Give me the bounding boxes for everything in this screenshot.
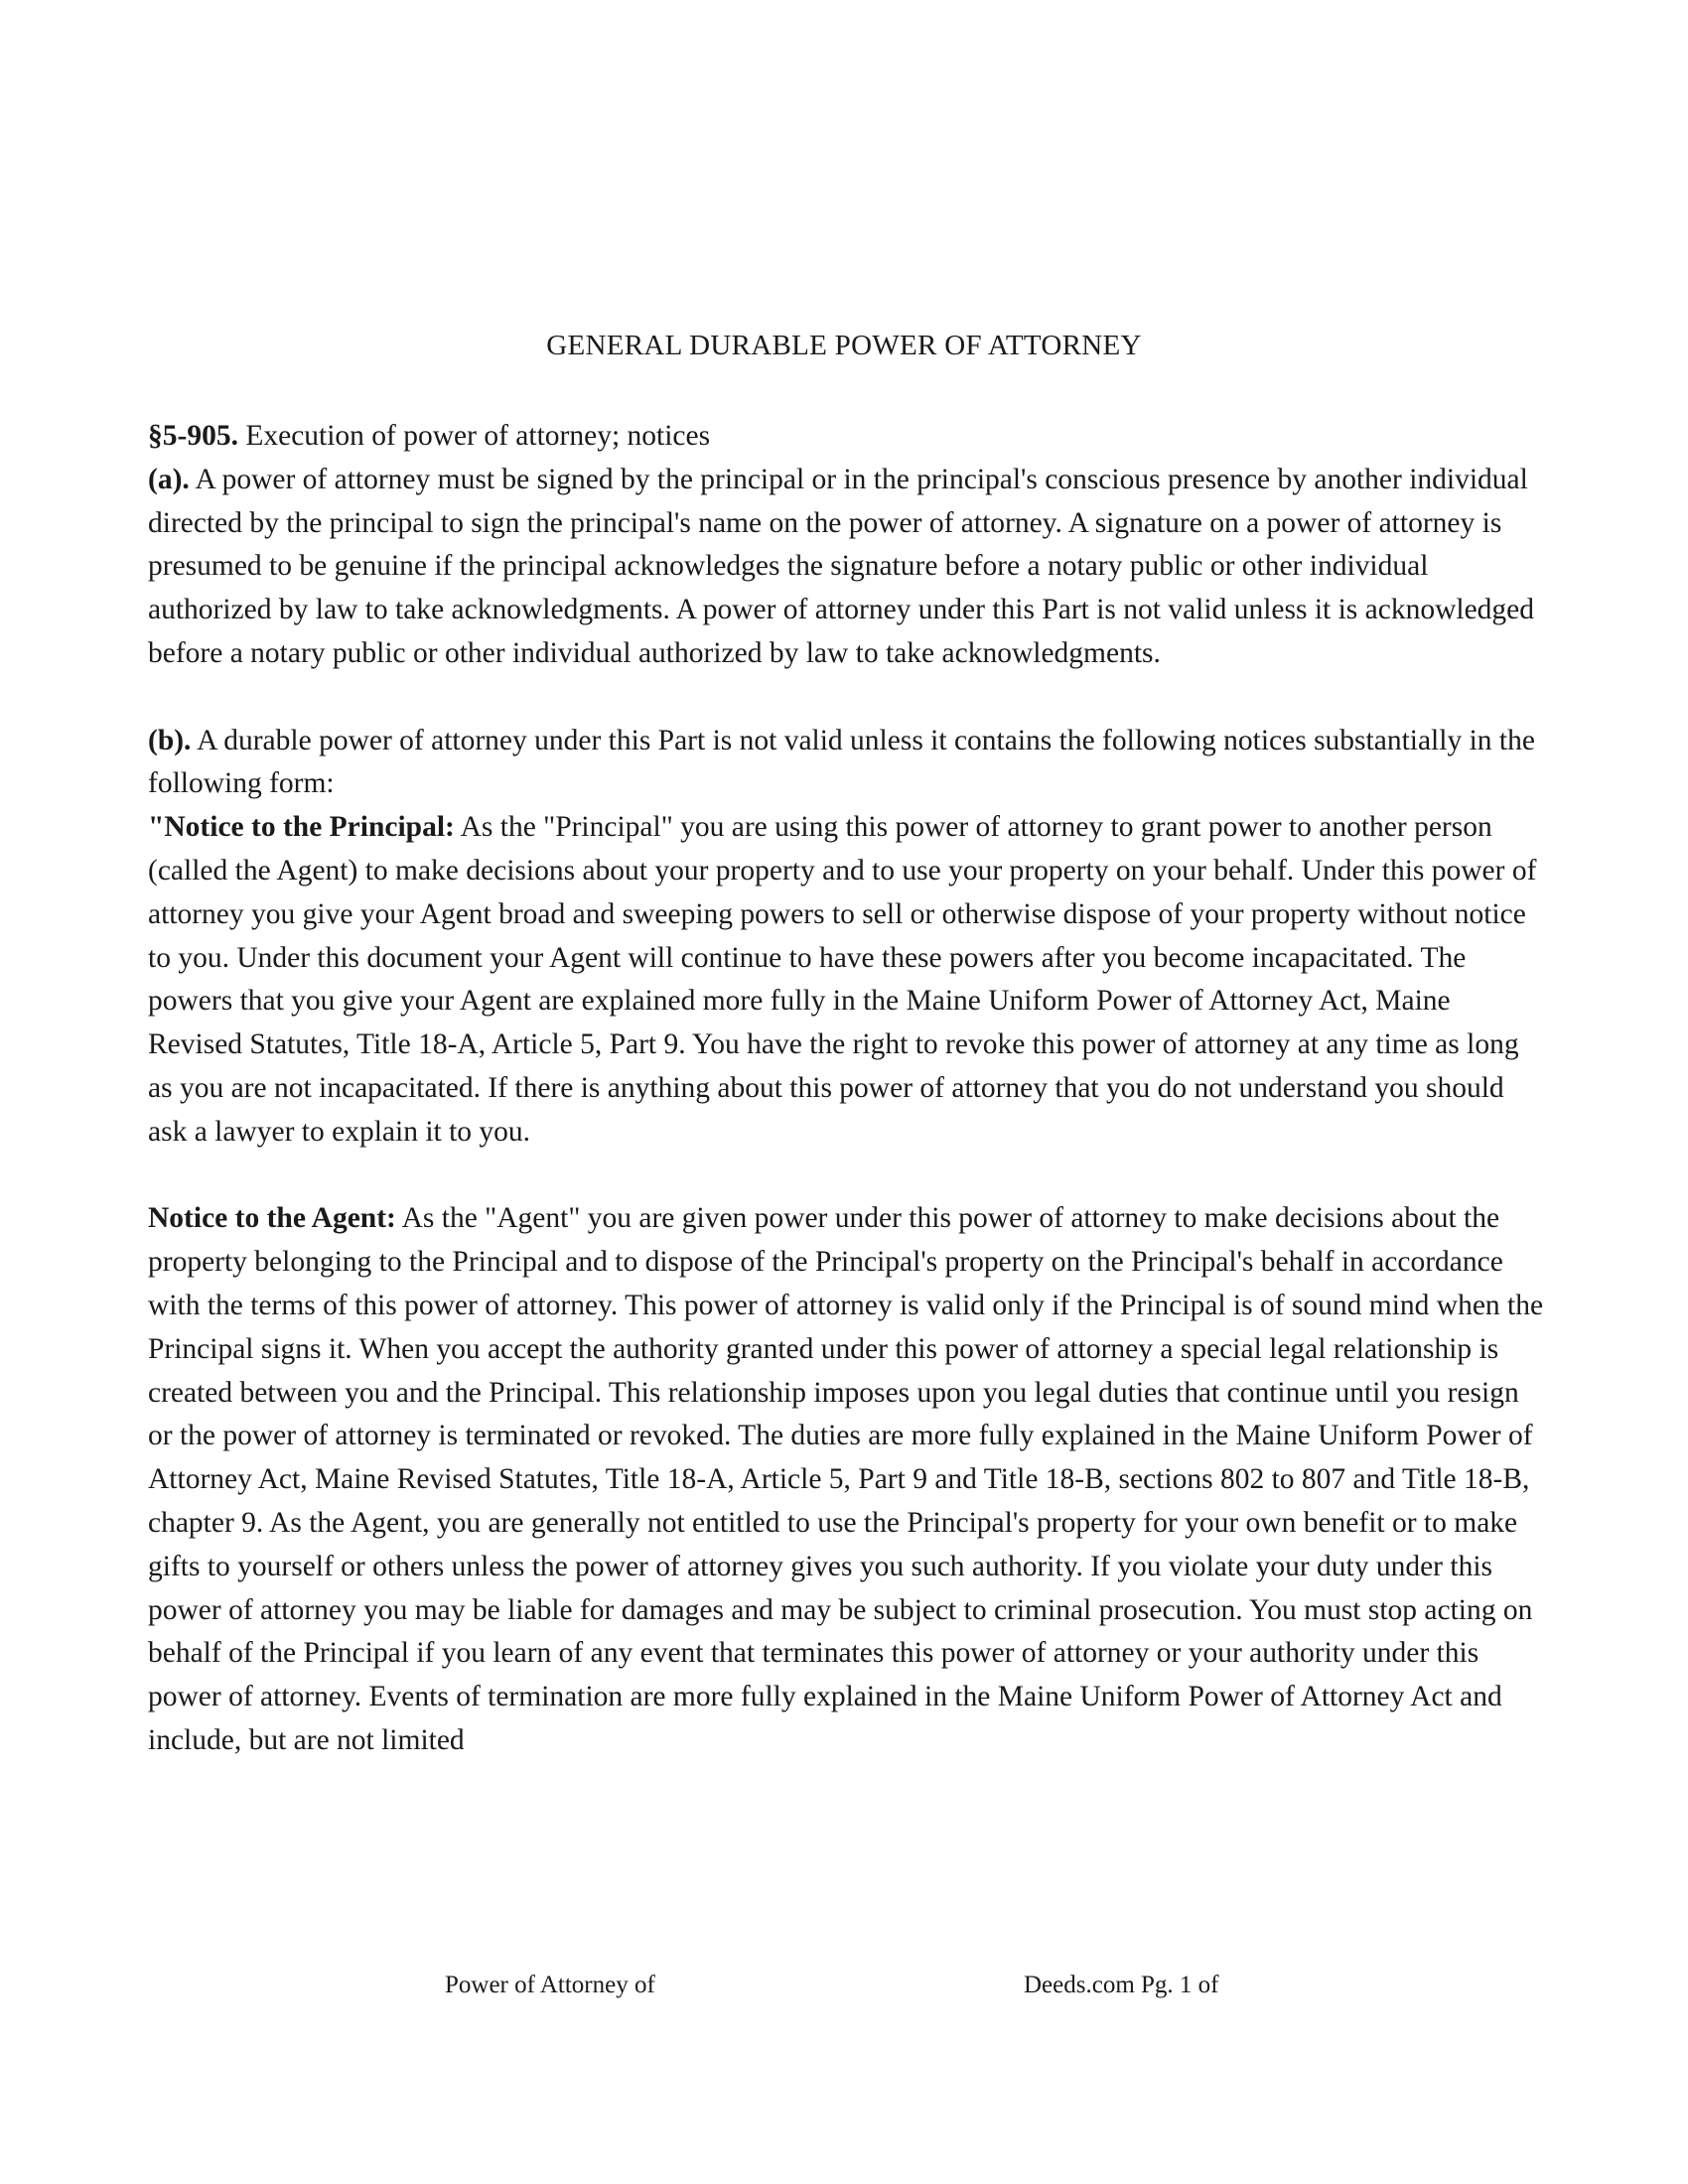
paragraph-a-text: A power of attorney must be signed by the principal or in the principal's conscious presence by another individual directed by the principal to sign the principal's name on the power of attorney. A signature on a power of attorney is presumed to be genuine if the principal acknowledges the signature before a notary public or other individual authorized by law to take acknowledgments. A power of attorney under this Part is not valid unless it is acknowledged before a notary public or other individual authorized by law to take acknowledgments. <box>148 463 1535 669</box>
document-title: GENERAL DURABLE POWER OF ATTORNEY <box>546 330 1142 361</box>
section-heading-text: Execution of power of attorney; notices <box>237 420 711 452</box>
notice-to-agent <box>148 1197 1548 1762</box>
section-heading <box>148 415 1548 459</box>
paragraph-a-label: (a). <box>148 463 190 495</box>
paragraph-b-text: A durable power of attorney under this Part is not valid unless it contains the following notices substantially in the following form: <box>148 724 1535 800</box>
paragraph-b-label: (b). <box>148 724 192 756</box>
document-body <box>148 415 1548 1763</box>
paragraph-spacer <box>148 676 1548 720</box>
paragraph-spacer <box>148 1155 1548 1198</box>
notice-to-agent-label: Notice to the Agent: <box>148 1202 396 1235</box>
paragraph-b <box>148 720 1548 807</box>
footer-page-number: Deeds.com Pg. 1 of <box>1024 1972 1219 1998</box>
paragraph-a <box>148 459 1548 676</box>
section-number: §5-905. <box>148 420 238 452</box>
notice-to-agent-text: As the "Agent" you are given power under this power of attorney to make decisions about the property belonging to the Principal and to dispose of the Principal's property on the Principal's behalf in accordance with the terms of this power of attorney. This power of attorney is valid only if the Principal is of sound mind when the Principal signs it. When you accept the authority granted under this power of attorney a special legal relationship is created between you and the Principal. This relationship imposes upon you legal duties that continue until you resign or the power of attorney is terminated or revoked. The duties are more fully explained in the Maine Uniform Power of Attorney Act, Maine Revised Statutes, Title 18-A, Article 5, Part 9 and Title 18-B, sections 802 to 807 and Title 18-B, chapter 9. As the Agent, you are generally not entitled to use the Principal's property for your own benefit or to make gifts to yourself or others unless the power of attorney gives you such authority. If you violate your duty under this power of attorney you may be liable for damages and may be subject to criminal prosecution. You must stop acting on behalf of the Principal if you learn of any event that terminates this power of attorney or your authority under this power of attorney. Events of termination are more fully explained in the Maine Uniform Power of Attorney Act and include, but are not limited <box>148 1202 1544 1756</box>
footer-left: Power of Attorney of <box>445 1972 655 1998</box>
notice-to-principal-label: "Notice to the Principal: <box>148 811 455 844</box>
notice-to-principal-text: As the "Principal" you are using this power of attorney to grant power to another person (called the Agent) to make decisions about your property and to use your property on your behalf. Under this power of attorney you give your Agent broad and sweeping powers to sell or otherwise dispose of your property without notice to you. Under this document your Agent will continue to have these powers after you become incapacitated. The powers that you give your Agent are explained more fully in the Maine Uniform Power of Attorney Act, Maine Revised Statutes, Title 18-A, Article 5, Part 9. You have the right to revoke this power of attorney at any time as long as you are not incapacitated. If there is anything about this power of attorney that you do not understand you should ask a lawyer to explain it to you. <box>148 811 1537 1148</box>
notice-to-principal <box>148 806 1548 1154</box>
